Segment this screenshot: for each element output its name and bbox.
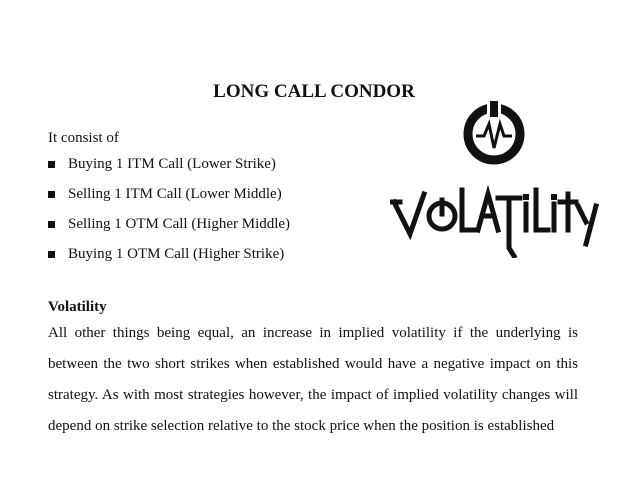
section-heading: Volatility — [48, 299, 107, 315]
list-item — [48, 154, 290, 174]
list-item — [48, 244, 290, 264]
bullet-list — [48, 154, 290, 274]
intro-text: It consist of — [48, 130, 119, 146]
list-item-text: Buying 1 OTM Call (Higher Strike) — [68, 245, 285, 262]
list-item-text: Selling 1 OTM Call (Higher Middle) — [68, 215, 291, 232]
power-heartbeat-icon — [468, 100, 520, 160]
body-paragraph: All other things being equal, an increase in implied volatility if the underlying is between the two short strikes when established would have a negative impact on this strategy. As with most strategies however, the impact of implied volatility changes will depend on strike selection relative to the stock price when the position is established — [48, 325, 578, 434]
square-bullet-icon — [48, 161, 55, 168]
list-item — [48, 214, 290, 234]
list-item-text: Selling 1 ITM Call (Lower Middle) — [68, 185, 282, 202]
slide-title: LONG CALL CONDOR — [213, 81, 415, 102]
list-item — [48, 184, 290, 204]
volatility-logo — [390, 98, 600, 258]
list-item-text: Buying 1 ITM Call (Lower Strike) — [68, 155, 276, 172]
square-bullet-icon — [48, 221, 55, 228]
square-bullet-icon — [48, 191, 55, 198]
square-bullet-icon — [48, 251, 55, 258]
volatility-wordmark — [390, 190, 596, 256]
